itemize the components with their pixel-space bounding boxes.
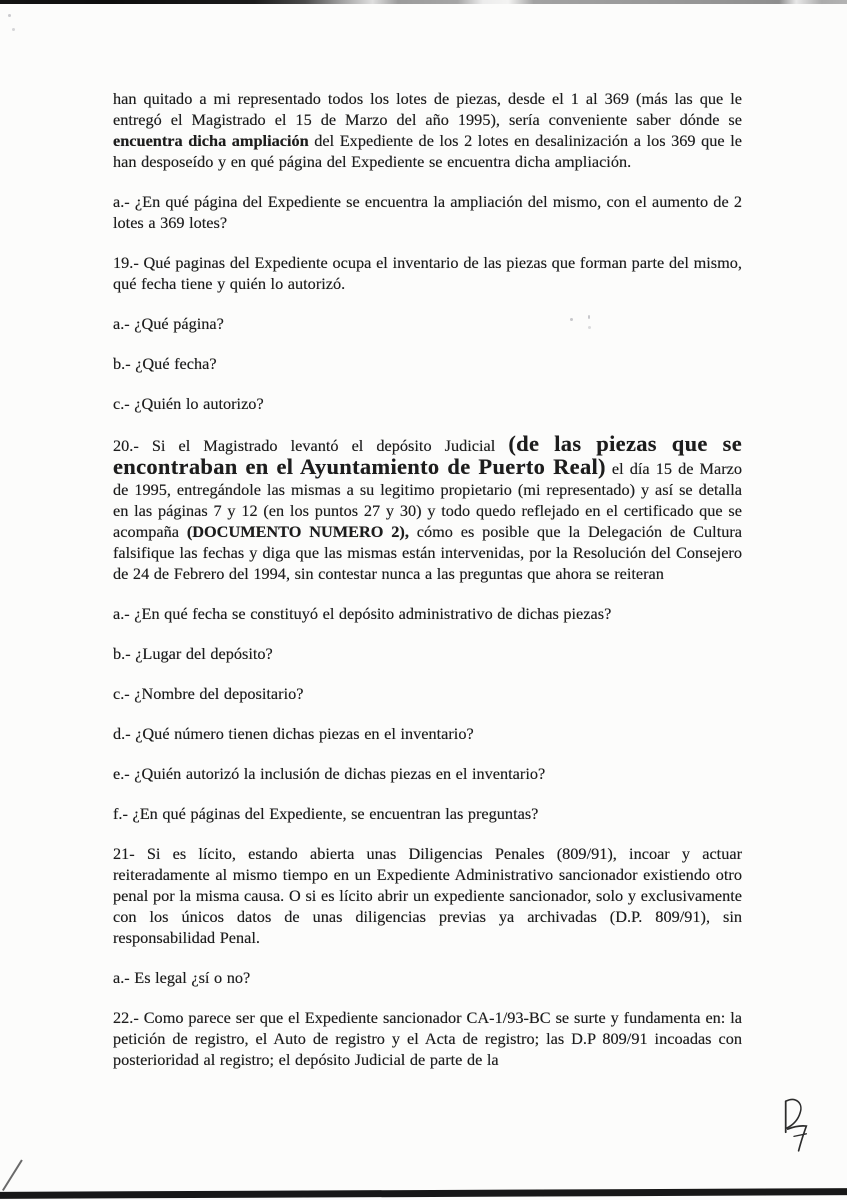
question-21a [113,967,742,988]
scan-artifact-corner-tick [2,1159,23,1191]
document-body [113,88,742,1089]
text-run-normal: a.- Es legal ¿sí o no? [113,968,251,987]
question-20c [113,683,742,704]
scan-speck [8,14,11,17]
text-run-normal: a.- ¿En qué fecha se constituyó el depósito administrativo de dichas piezas? [113,604,612,623]
text-run-normal: 21- Si es lícito, estando abierta unas Diligencias Penales (809/91), incoar y actuar reiteradamente al mismo tiempo en un Expediente Administrativo sancionador existiendo otro penal por la misma causa. O si es lícito abrir un expediente sancionador, solo y exclusivamente con los únicos datos de unas diligencias previas ya archivadas (D.P. 809/91), sin responsabilidad Penal. [113,844,742,947]
paragraph-22 [113,1007,742,1070]
question-20a [113,603,742,624]
text-run-normal: el día 15 de Marzo de 1995, entregándole las mismas a su legitimo propietario (mi representado) y así se detalla en las páginas 7 y 12 (en los puntos 27 y 30) y todo quedo reflejado en el certificado que se acompaña [113,459,742,541]
question-20f [113,803,742,824]
scan-speck [588,315,590,319]
text-run-bold-large: (de las piezas que se encontraban en el Ayuntamiento de Puerto Real) [113,431,742,479]
text-run-normal: b.- ¿Lugar del depósito? [113,644,273,663]
scan-artifact-top-bar [0,0,847,4]
text-run-normal: han quitado a mi representado todos los lotes de piezas, desde el 1 al 369 (más las que le entregó el Magistrado el 15 de Marzo del año 1995), sería conveniente saber dónde se [113,89,742,129]
text-run-normal: e.- ¿Quién autorizó la inclusión de dichas piezas en el inventario? [113,764,546,783]
paragraph-20 [113,433,742,584]
question-20b [113,643,742,664]
question-20d [113,723,742,744]
question-19a [113,313,742,334]
paragraph-21 [113,843,742,948]
question-19b [113,353,742,374]
paragraph-19 [113,252,742,294]
question-19c [113,393,742,414]
text-run-normal: d.- ¿Qué número tienen dichas piezas en el inventario? [113,724,474,743]
text-run-normal: b.- ¿Qué fecha? [113,354,217,373]
text-run-normal: c.- ¿Nombre del depositario? [113,684,304,703]
scan-speck [570,318,573,321]
handwritten-page-number-mark [774,1094,816,1156]
scan-speck [588,326,591,329]
text-run-normal: f.- ¿En qué páginas del Expediente, se encuentran las preguntas? [113,804,539,823]
text-run-bold: (DOCUMENTO NUMERO 2), [186,522,409,541]
paragraph-continuation [113,88,742,172]
text-run-bold: encuentra dicha ampliación [113,131,309,150]
text-run-normal: 22.- Como parece ser que el Expediente sancionador CA-1/93-BC se surte y fundamenta en: la petición de registro, el Auto de registro y el Acta de registro; las D.P 809/91 incoadas con posterioridad al registro; el depósito Judicial de parte de la [113,1008,742,1069]
text-run-normal: 20.- Si el Magistrado levantó el depósito Judicial [113,436,509,455]
text-run-normal: a.- ¿En qué página del Expediente se encuentra la ampliación del mismo, con el aumento de 2 lotes a 369 lotes? [113,192,742,232]
text-run-normal: cómo es posible que la Delegación de Cultura falsifique las fechas y diga que las mismas están intervenidas, por la Resolución del Consejero de 24 de Febrero del 1994, sin contestar nunca a las preguntas que ahora se reiteran [113,522,743,583]
scan-speck [12,28,15,31]
scan-artifact-bottom-bar [0,1188,847,1199]
question-a-ampliacion [113,191,742,233]
text-run-normal: a.- ¿Qué página? [113,314,224,333]
question-20e [113,763,742,784]
text-run-normal: del Expediente de los 2 lotes en desalinización a los 369 que le han desposeído y en qué página del Expediente se encuentra dicha ampliación. [113,131,742,171]
text-run-normal: c.- ¿Quién lo autorizo? [113,394,264,413]
text-run-normal: 19.- Qué paginas del Expediente ocupa el inventario de las piezas que forman parte del mismo, qué fecha tiene y quién lo autorizó. [113,253,742,293]
